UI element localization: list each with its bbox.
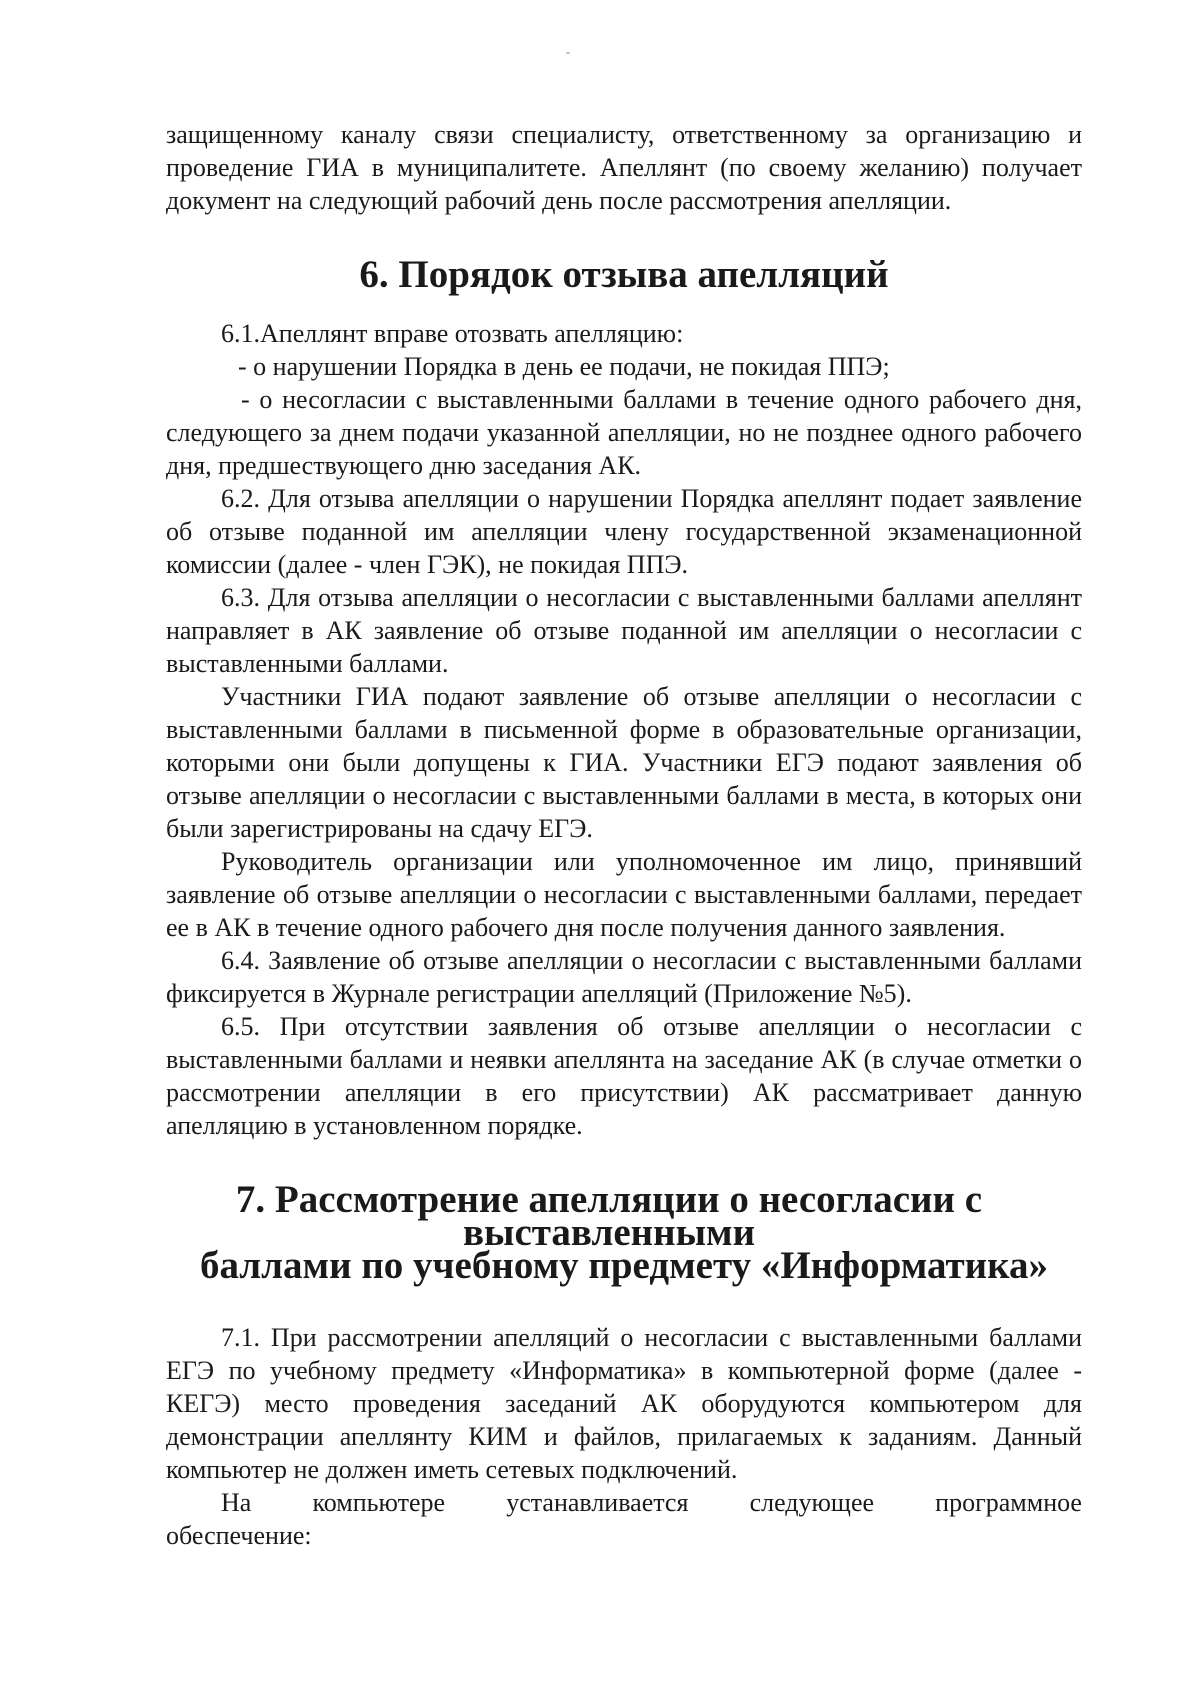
paragraph-6-2: 6.2. Для отзыва апелляции о нарушении Порядка апеллянт подает заявление об отзыве поданной им апелляции члену государственной экзаменационной комиссии (далее - член ГЭК), не покидая ППЭ. — [166, 484, 1082, 579]
section-7-heading-line-1: 7. Рассмотрение апелляции о несогласии с выставленными — [235, 1178, 983, 1254]
software-word: следующее — [749, 1488, 875, 1517]
software-word: компьютере — [312, 1488, 446, 1517]
intro-paragraph: защищенному каналу связи специалисту, ответственному за организацию и проведение ГИА в муниципалитете. Апеллянт (по своему желанию) получает документ на следующий рабочий день после рассмотрения апелляции. — [166, 120, 1082, 215]
paragraph-6-5: 6.5. При отсутствии заявления об отзыве апелляции о несогласии с выставленными баллами и неявки апеллянта на заседание АК (в случае отметки о рассмотрении апелляции в его присутствии) АК рассматривает данную апелляцию в установленном порядке. — [166, 1012, 1082, 1140]
software-word: устанавливается — [506, 1488, 689, 1517]
scan-speck — [566, 52, 570, 54]
software-line — [166, 1486, 1082, 1519]
paragraph-7-1: 7.1. При рассмотрении апелляций о несогласии с выставленными баллами ЕГЭ по учебному предмету «Информатика» в компьютерной форме (далее - КЕГЭ) место проведения заседаний АК оборудуются компьютером для демонстрации апеллянту КИМ и файлов, прилагаемых к заданиям. Данный компьютер не должен иметь сетевых подключений. — [166, 1323, 1082, 1484]
section-7-heading-line-2: баллами по учебному предмету «Информатика» — [199, 1244, 1049, 1287]
paragraph-6-3: 6.3. Для отзыва апелляции о несогласии с выставленными баллами апеллянт направляет в АК заявление об отзыве поданной им апелляции о несогласии с выставленными баллами. — [166, 583, 1082, 678]
software-word: На — [221, 1488, 252, 1517]
paragraph-6-4: 6.4. Заявление об отзыве апелляции о несогласии с выставленными баллами фиксируется в Журнале регистрации апелляций (Приложение №5). — [166, 946, 1082, 1008]
paragraph-participants: Участники ГИА подают заявление об отзыве апелляции о несогласии с выставленными баллами в письменной форме в образовательные организации, которыми они были допущены к ГИА. Участники ЕГЭ подают заявления об отзыве апелляции о несогласии с выставленными баллами в места, в которых они были зарегистрированы на сдачу ЕГЭ. — [166, 682, 1082, 843]
list-item-violation: - о нарушении Порядка в день ее подачи, не покидая ППЭ; — [238, 352, 890, 381]
section-7-heading — [166, 1178, 1082, 1287]
list-item-disagreement: - о несогласии с выставленными баллами в течение одного рабочего дня, следующего за днем подачи указанной апелляции, но не позднее одного рабочего дня, предшествующего дню заседания АК. — [166, 385, 1082, 480]
paragraph-organization-head: Руководитель организации или уполномоченное им лицо, принявший заявление об отзыве апелляции о несогласии с выставленными баллами, передает ее в АК в течение одного рабочего дня после получения данного заявления. — [166, 847, 1082, 942]
section-6-heading: 6. Порядок отзыва апелляций — [359, 253, 889, 296]
document-body — [166, 118, 1082, 1552]
paragraph-6-1: 6.1.Апеллянт вправе отозвать апелляцию: — [221, 319, 684, 348]
software-word: программное — [935, 1488, 1082, 1517]
software-line-tail: обеспечение: — [166, 1521, 312, 1550]
